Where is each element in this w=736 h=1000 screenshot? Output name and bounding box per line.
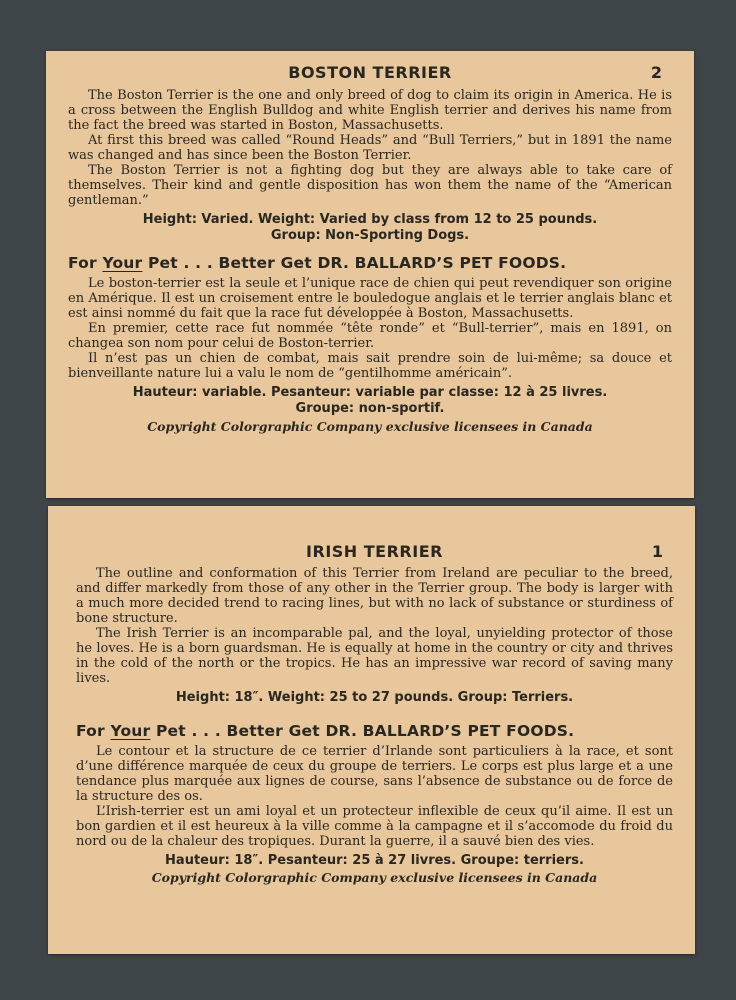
- stats-line: Groupe: non-sportif.: [295, 401, 445, 416]
- ad-your: Your: [110, 722, 151, 740]
- copyright-line: Copyright Colorgraphic Company exclusive licensees in Canada: [151, 870, 598, 885]
- english-stats: [68, 212, 672, 244]
- stats-line: Group: Non-Sporting Dogs.: [270, 228, 470, 243]
- ad-your: Your: [102, 254, 143, 272]
- ad-prefix: For: [68, 254, 103, 272]
- french-stats: [76, 853, 673, 869]
- card-title: IRISH TERRIER: [306, 542, 443, 561]
- card-irish-terrier: [48, 506, 695, 954]
- ad-rest: Pet . . . Better Get DR. BALLARD’S PET FOODS.: [142, 254, 567, 272]
- paragraph: L’Irish-terrier est un ami loyal et un protecteur inflexible de ceux qu’il aime. Il est un bon gardien et il est heureux à la ville comme à la campagne et il s’accomode du froid du nord ou de la chaleur des tropiques. Durant la guerre, il a sauvé bien des vies.: [76, 804, 673, 849]
- stats-line: Height: Varied. Weight: Varied by class from 12 to 25 pounds.: [142, 212, 598, 227]
- french-description: [76, 744, 673, 849]
- paragraph: Le contour et la structure de ce terrier d’Irlande sont particuliers à la race, et sont d’une différence marquée de ceux du groupe de terriers. Le corps est plus large et a une tendance plus marquée aux lignes de course, sans l’absence de substance ou de force de la structure des os.: [76, 744, 673, 804]
- card-number: 2: [650, 63, 662, 82]
- card-header: [68, 61, 672, 83]
- paragraph: Il n’est pas un chien de combat, mais sait prendre soin de lui-même; sa douce et bienveillante nature lui a valu le nom de “gentilhomme américain”.: [68, 351, 672, 381]
- paragraph: En premier, cette race fut nommée “tête ronde” et “Bull-terrier”, mais en 1891, on changea son nom pour celui de Boston-terrier.: [68, 321, 672, 351]
- french-stats: [68, 385, 672, 417]
- paragraph: At first this breed was called “Round Heads” and “Bull Terriers,” but in 1891 the name was changed and has since been the Boston Terrier.: [68, 133, 672, 163]
- card-boston-terrier: [46, 51, 694, 498]
- ad-rest: Pet . . . Better Get DR. BALLARD’S PET FOODS.: [150, 722, 575, 740]
- card-number: 1: [651, 542, 663, 561]
- paragraph: Le boston-terrier est la seule et l’unique race de chien qui peut revendiquer son origine en Amérique. Il est un croisement entre le bouledogue anglais et le terrier anglais blanc et est ainsi nommé du fait que la race fut développée à Boston, Massachusetts.: [68, 276, 672, 321]
- ad-prefix: For: [76, 722, 111, 740]
- card-header: [76, 540, 673, 562]
- english-description: [68, 88, 672, 208]
- paragraph: The outline and conformation of this Terrier from Ireland are peculiar to the breed, and differ markedly from those of any other in the Terrier group. The body is larger with a much more decided trend to racing lines, but with no lack of substance or sturdiness of bone structure.: [76, 566, 673, 626]
- stats-line: Hauteur: 18″. Pesanteur: 25 à 27 livres. Groupe: terriers.: [165, 853, 584, 868]
- paragraph: The Boston Terrier is the one and only breed of dog to claim its origin in America. He is a cross between the English Bulldog and white English terrier and derives his name from the fact the breed was started in Boston, Massachusetts.: [68, 88, 672, 133]
- english-description: [76, 566, 673, 686]
- copyright-line: Copyright Colorgraphic Company exclusive licensees in Canada: [147, 419, 593, 434]
- english-stats: [76, 690, 673, 706]
- paragraph: The Irish Terrier is an incomparable pal, and the loyal, unyielding protector of those he loves. He is a born guardsman. He is equally at home in the country or city and thrives in the cold of the north or the tropics. He has an impressive war record of saving many lives.: [76, 626, 673, 686]
- card-title: BOSTON TERRIER: [288, 63, 452, 82]
- french-description: [68, 276, 672, 381]
- ad-slogan: [76, 722, 673, 740]
- stats-line: Height: 18″. Weight: 25 to 27 pounds. Group: Terriers.: [175, 690, 574, 705]
- stats-line: Hauteur: variable. Pesanteur: variable par classe: 12 à 25 livres.: [132, 385, 608, 400]
- paragraph: The Boston Terrier is not a fighting dog but they are always able to take care of themselves. Their kind and gentle disposition has won them the name of the “American gentleman.”: [68, 163, 672, 208]
- ad-slogan: [68, 254, 672, 272]
